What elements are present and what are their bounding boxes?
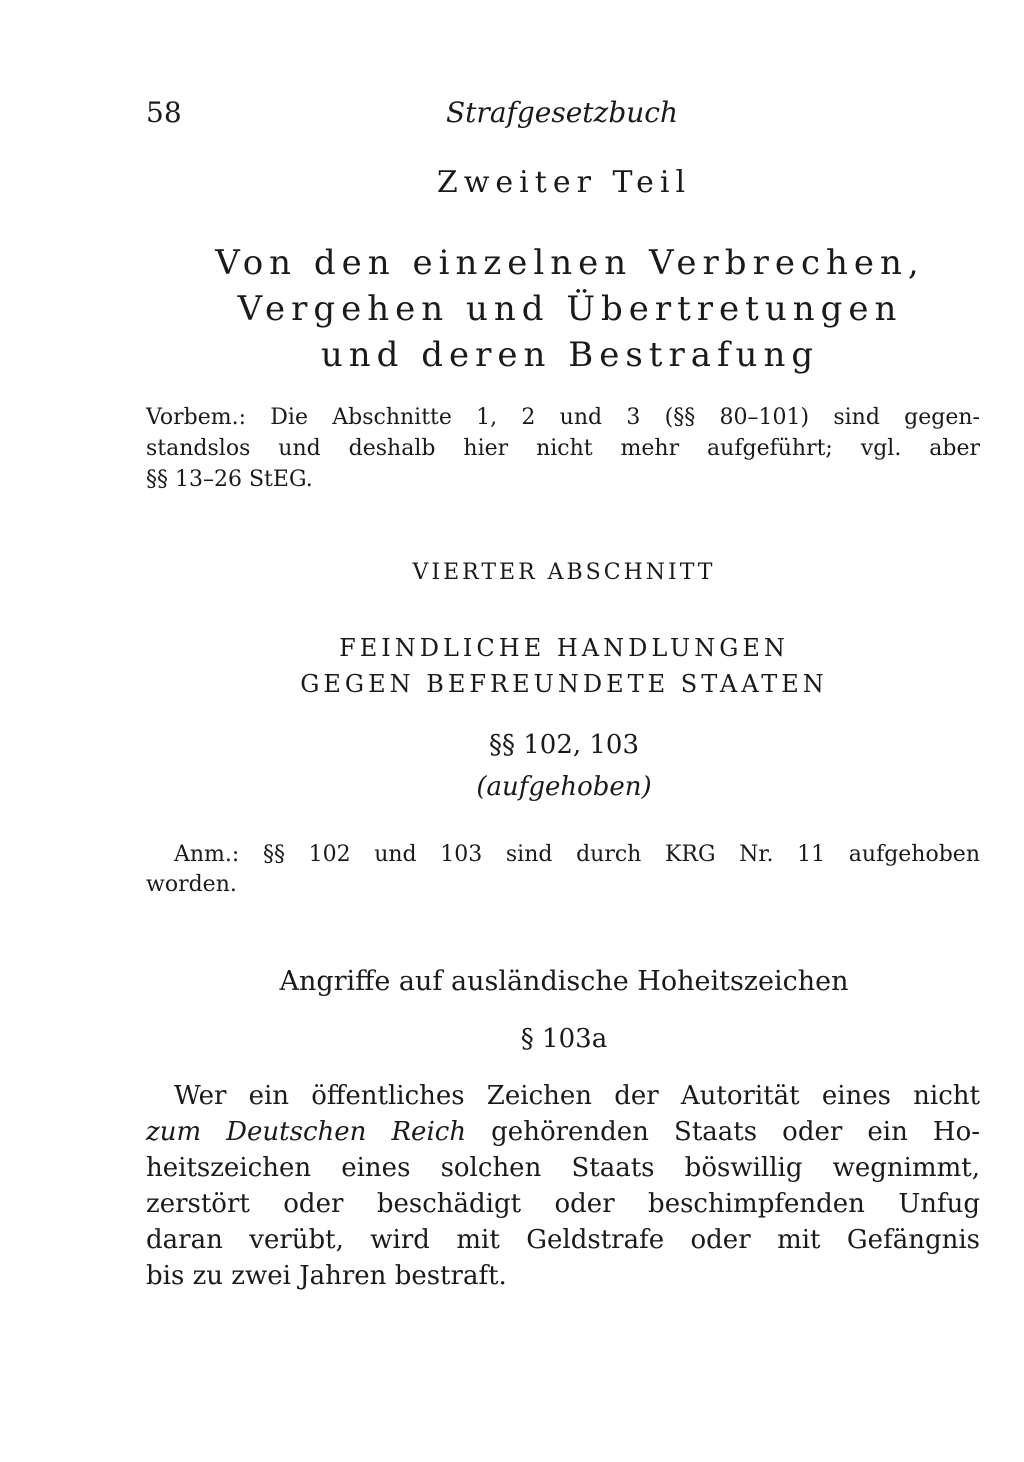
page-number: 58 xyxy=(146,96,182,129)
section-title xyxy=(0,630,1024,702)
part-subtitle xyxy=(140,240,1000,378)
section-title-line: FEINDLICHE HANDLUNGEN xyxy=(339,634,789,662)
body-line xyxy=(146,1114,980,1150)
emphasis-text: zum Deutschen Reich xyxy=(146,1117,467,1147)
part-subtitle-line: Vergehen und Übertretungen xyxy=(237,289,903,329)
annotation-line: worden. xyxy=(146,872,237,897)
body-line-rest: gehörenden Staats oder ein Ho- xyxy=(466,1117,981,1147)
body-line: daran verübt, wird mit Geldstrafe oder mit Gefängnis xyxy=(146,1225,980,1255)
repealed-label: (aufgehoben) xyxy=(476,772,652,802)
preliminary-note-line: §§ 13–26 StEG. xyxy=(146,467,313,492)
part-subtitle-line: Von den einzelnen Verbrechen, xyxy=(215,243,925,283)
annotation-note xyxy=(146,840,980,900)
annotation-line: Anm.: §§ 102 und 103 sind durch KRG Nr. 11 aufgehoben xyxy=(174,842,980,867)
part-title: Zweiter Teil xyxy=(436,165,692,200)
paragraph-number: § 103a xyxy=(520,1024,608,1054)
preliminary-note xyxy=(146,402,980,495)
preliminary-note-line: standslos und deshalb hier nicht mehr aufgeführt; vgl. aber xyxy=(146,436,980,461)
body-line: Wer ein öffentliches Zeichen der Autorität eines nicht xyxy=(174,1081,980,1111)
running-title: Strafgesetzbuch xyxy=(446,96,678,129)
paragraphs-reference: §§ 102, 103 xyxy=(488,730,640,760)
body-line: bis zu zwei Jahren bestraft. xyxy=(146,1261,507,1291)
section-title-line: GEGEN BEFREUNDETE STAATEN xyxy=(300,670,828,698)
paragraph-body xyxy=(146,1078,980,1294)
preliminary-note-line: Vorbem.: Die Abschnitte 1, 2 und 3 (§§ 80–101) sind gegen- xyxy=(146,405,980,430)
body-line: heitszeichen eines solchen Staats böswillig wegnimmt, xyxy=(146,1153,980,1183)
part-subtitle-line: und deren Bestrafung xyxy=(320,335,820,375)
section-number: VIERTER ABSCHNITT xyxy=(412,560,716,585)
paragraph-heading: Angriffe auf ausländische Hoheitszeichen xyxy=(279,966,849,997)
body-line: zerstört oder beschädigt oder beschimpfenden Unfug xyxy=(146,1189,980,1219)
